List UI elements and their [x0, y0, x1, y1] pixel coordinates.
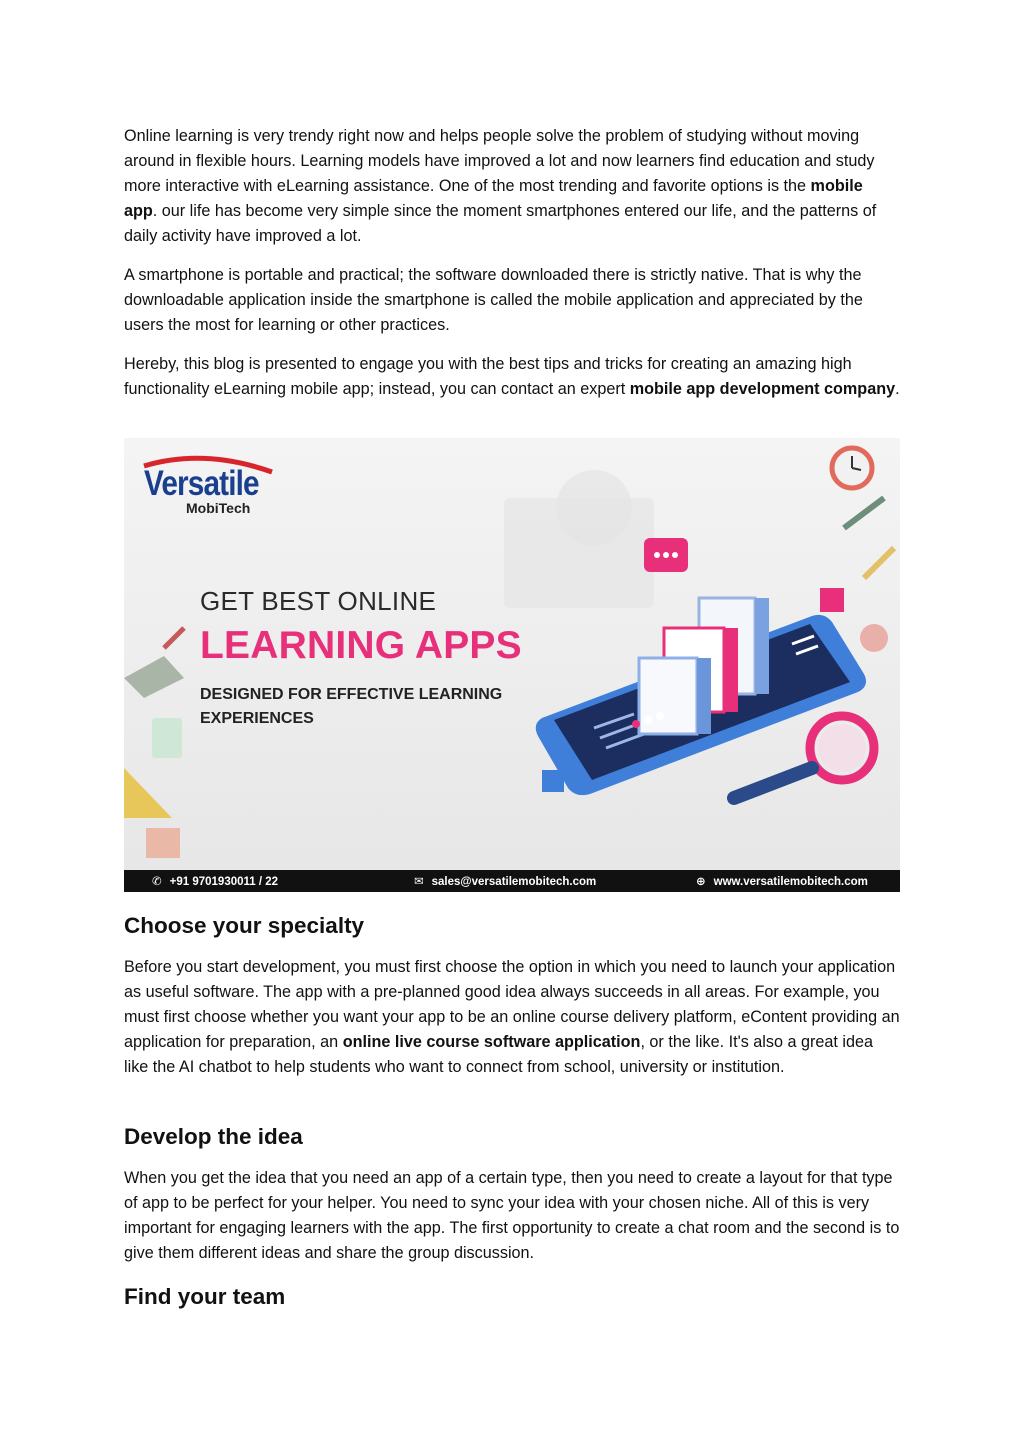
heading-develop-idea: Develop the idea — [124, 1124, 303, 1149]
bold-link-company: mobile app development company — [629, 380, 896, 398]
phone-icon: ✆ — [152, 876, 162, 888]
promo-banner-image — [124, 438, 900, 892]
email-text: sales@versatilemobitech.com — [431, 876, 597, 888]
text-span: . — [895, 380, 900, 398]
text-span: . our life has become very simple since the moment smartphones entered our life, and the patterns of daily activity have improved a lot. — [124, 202, 877, 245]
bold-link-course-software: online live course software application — [342, 1033, 641, 1051]
banner-headline-3: DESIGNED FOR EFFECTIVE LEARNING EXPERIENCES — [200, 686, 503, 727]
contact-email — [414, 874, 596, 888]
phone-text: +91 9701930011 / 22 — [169, 876, 279, 888]
intro-text — [124, 124, 900, 416]
banner-headline-2: LEARNING APPS — [200, 624, 522, 667]
heading-find-team: Find your team — [124, 1284, 286, 1309]
text-span: Before you start development, you must first choose the option in which you need to launch your application as useful software. The app with a pre-planned good idea always succeeds in all areas. For example, you must first choose whether you want your app to be an online course delivery platform, eContent providing an application for preparation, an — [124, 958, 900, 1051]
text-span: Hereby, this blog is presented to engage you with the best tips and tricks for creating an amazing high functionality eLearning mobile app; instead, you can contact an expert — [124, 355, 852, 398]
contact-website — [696, 874, 868, 888]
banner-headline-1: GET BEST ONLINE — [200, 586, 437, 616]
contact-phone — [152, 874, 278, 888]
brand-logo: Versatile — [144, 464, 259, 503]
intro-paragraph-2: A smartphone is portable and practical; the software downloaded there is strictly native. That is why the downloadable application inside the smartphone is called the mobile application and appreciated by the users the most for learning or other practices. — [124, 266, 863, 334]
brand-logo-subtitle: MobiTech — [186, 500, 251, 516]
text-span: Online learning is very trendy right now and helps people solve the problem of studying without moving around in flexible hours. Learning models have improved a lot and now learners find education and study more interactive with eLearning assistance. One of the most trending and favorite options is the — [124, 127, 875, 195]
paragraph-develop-idea: When you get the idea that you need an app of a certain type, then you need to create a layout for that type of app to be perfect for your helper. You need to sync your idea with your chosen niche. All of this is very important for engaging learners with the app. The first opportunity to create a chat room and the second is to give them different ideas and share the group discussion. — [124, 1169, 900, 1262]
intro-paragraph-1 — [124, 124, 900, 249]
paragraph-choose-specialty — [124, 955, 900, 1080]
intro-paragraph-3 — [124, 352, 900, 402]
banner-contact-bar — [124, 870, 900, 892]
globe-icon: ⊕ — [696, 876, 706, 888]
text-span: , or the like. It's also a great idea like the AI chatbot to help students who want to connect from school, university or institution. — [124, 1033, 873, 1076]
bold-link-mobile-app: mobile app — [124, 177, 863, 220]
mail-icon: ✉ — [414, 876, 424, 888]
website-text: www.versatilemobitech.com — [713, 876, 868, 888]
heading-choose-specialty: Choose your specialty — [124, 913, 365, 938]
